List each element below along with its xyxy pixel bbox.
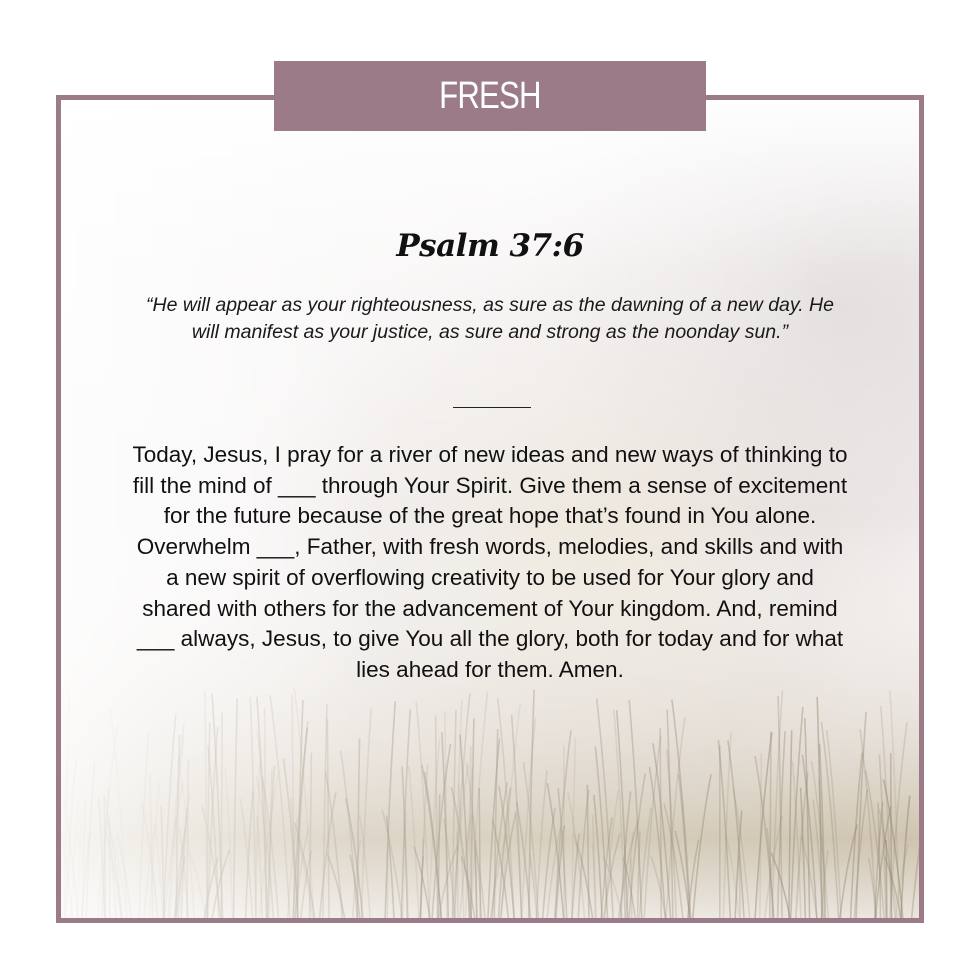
title-banner [274, 61, 706, 131]
divider-line [453, 407, 531, 408]
banner-title: FRESH [439, 74, 541, 117]
verse-reference: Psalm 37:6 [396, 228, 584, 264]
verse-quote: “He will appear as your righteousness, as sure as the dawning of a new day. He will manifest as your justice, as sure and strong as the noonday sun.” [146, 294, 834, 343]
card-frame [56, 95, 924, 923]
card-content [61, 100, 919, 918]
prayer-text: Today, Jesus, I pray for a river of new ideas and new ways of thinking to fill the mind of ___ through Your Spirit. Give them a sense of excitement for the future because of the great hope that’s found in You alone. Overwhelm ___, Father, with fresh words, melodies, and skills and with a new spirit of overflowing creativity to be used for Your glory and shared with others for the advancement of Your kingdom. And, remind ___ always, Jesus, to give You all the glory, both for today and for what lies ahead for them. Amen. [132, 442, 848, 682]
